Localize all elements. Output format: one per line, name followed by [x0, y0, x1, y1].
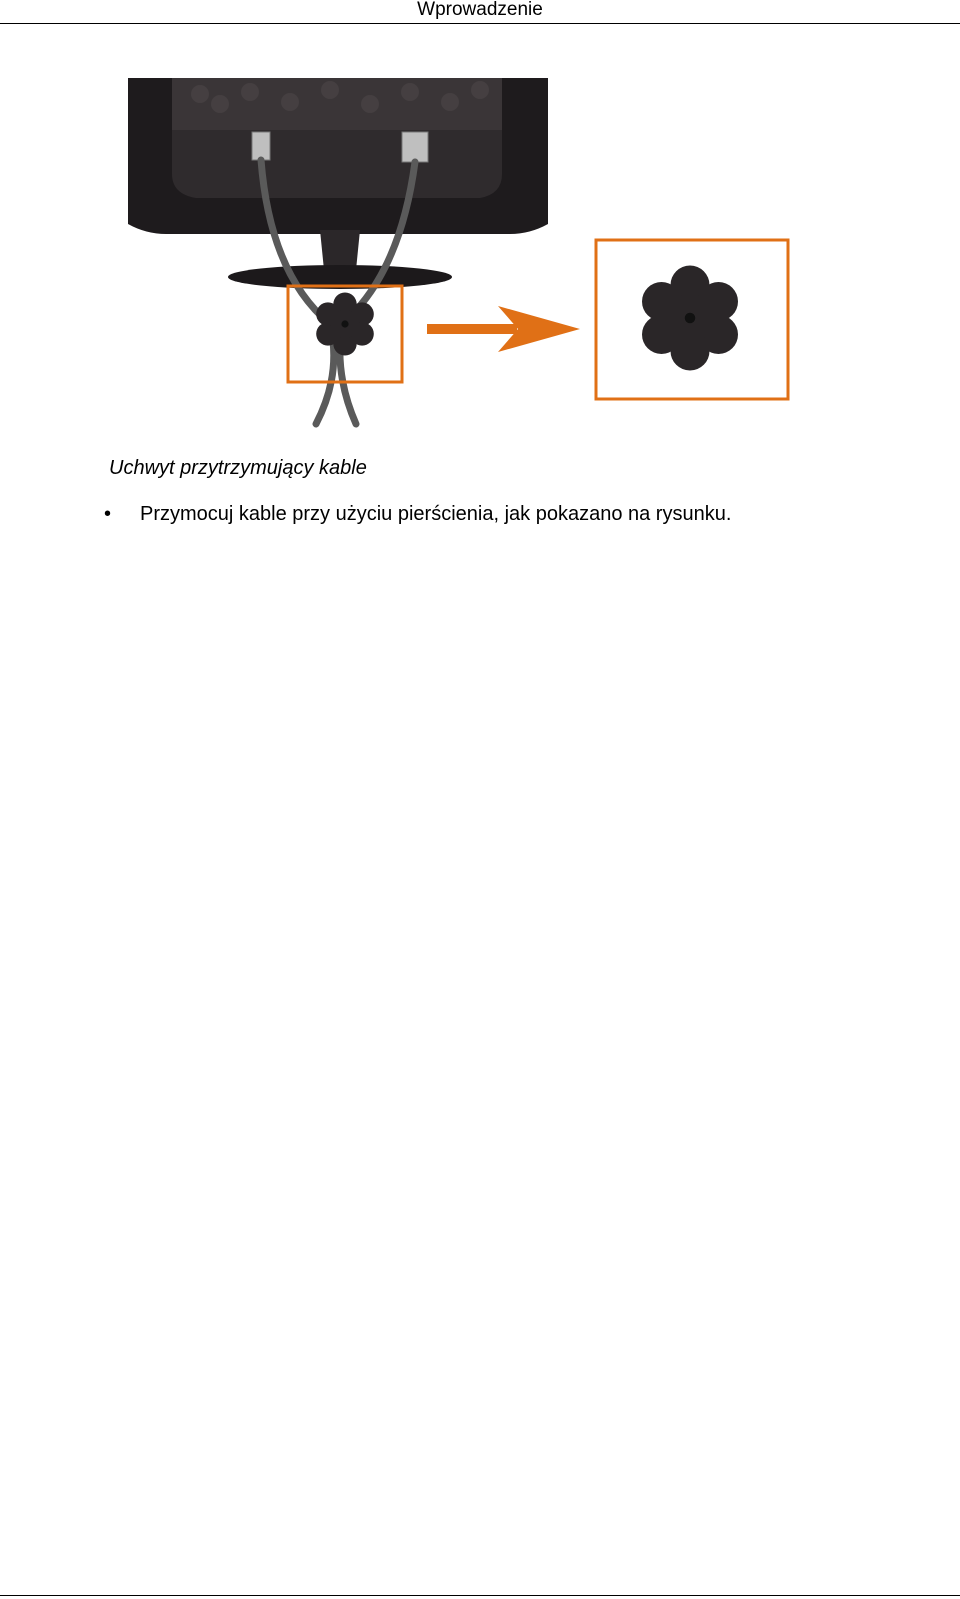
cable-ring-large: [642, 266, 738, 371]
bullet-text: Przymocuj kable przy użyciu pierścienia, jak pokazano na rysunku.: [140, 503, 732, 525]
monitor-back: [128, 78, 548, 289]
header-divider: [0, 23, 960, 24]
monitor-cable-holder-illustration: [120, 74, 820, 436]
page-header-title: Wprowadzenie: [417, 0, 543, 20]
footer-divider: [0, 1595, 960, 1596]
cable-holder-figure: [120, 74, 820, 436]
bullet-marker: •: [104, 503, 112, 525]
figure-caption: Uchwyt przytrzymujący kable: [109, 457, 367, 479]
arrow-icon: [427, 306, 580, 352]
